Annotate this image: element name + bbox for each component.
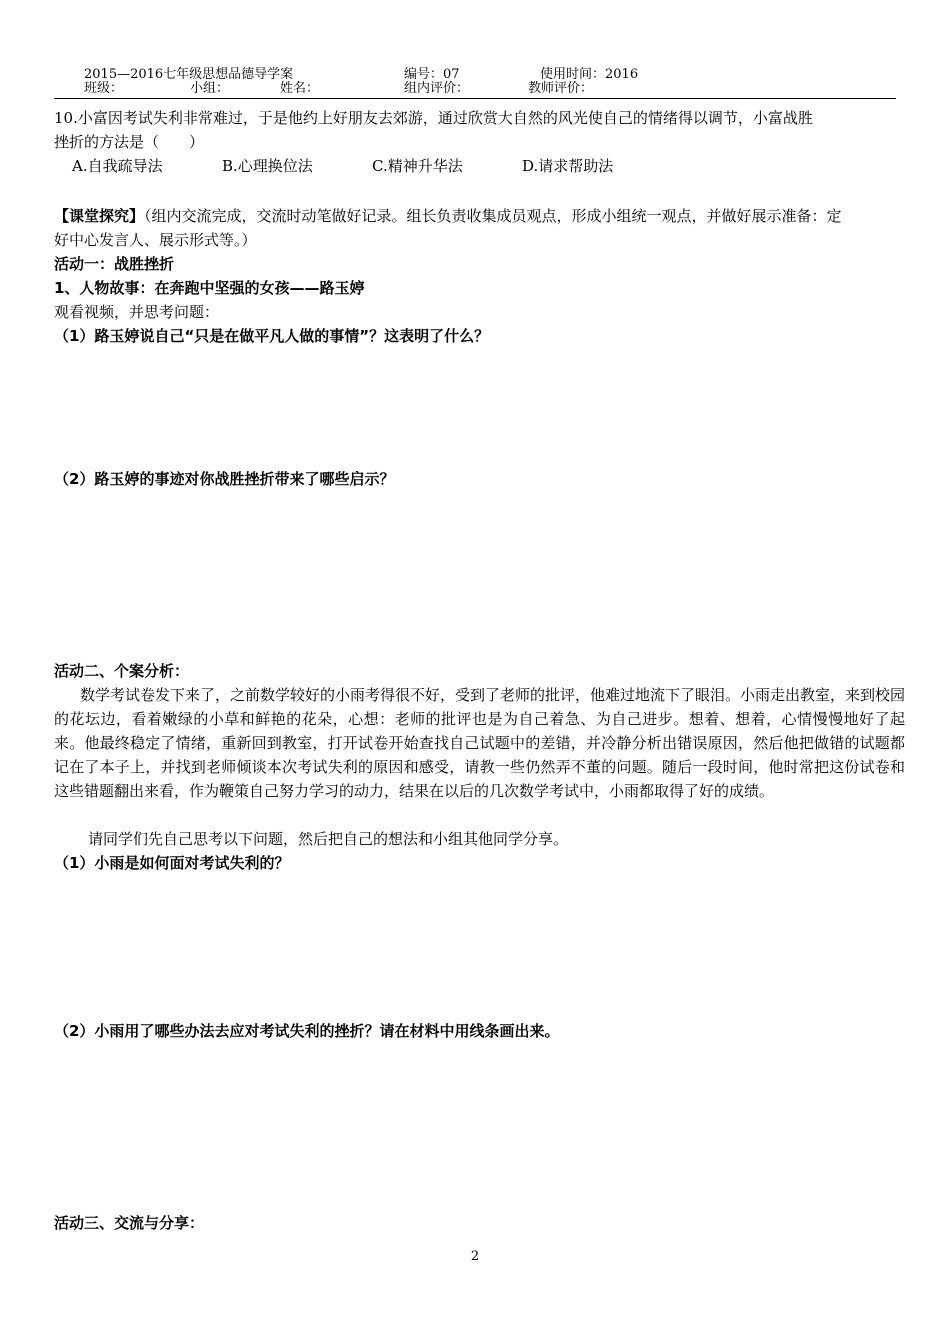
option-b: B.心理换位法 xyxy=(222,157,313,175)
header-number: 编号：07 xyxy=(404,67,460,82)
option-d: D.请求帮助法 xyxy=(522,157,614,175)
option-c: C.精神升华法 xyxy=(372,157,463,175)
header-use-time: 使用时间：2016 xyxy=(540,67,639,82)
explore-line1 xyxy=(54,204,904,228)
page-number: 2 xyxy=(470,1249,480,1264)
activity2-case-paragraph: 数学考试卷发下来了，之前数学较好的小雨考得很不好，受到了老师的批评，他难过地流下了眼泪。小雨走出教室，来到校园的花坛边，看着嫩绿的小草和鲜艳的花朵，心想：老师的批评也是为自己着急、为自己进步。想着、想着，心情慢慢地好了起来。他最终稳定了情绪，重新回到教室，打开试卷开始查找自己试题中的差错，并冷静分析出错误原因，然后他把做错的试题都记在了本子上，并找到老师倾谈本次考试失利的原因和感受，请教一些仍然弄不董的问题。随后一段时间，他时常把这份试卷和这些错题翻出来看，作为鞭策自己努力学习的动力，结果在以后的几次数学考试中，小雨都取得了好的成绩。 xyxy=(54,686,906,800)
header-teacher-eval: 教师评价： xyxy=(528,81,594,96)
header-group-label: 小组： xyxy=(190,81,230,96)
option-a: A.自我疏导法 xyxy=(72,157,163,175)
activity2-title: 活动二、个案分析： xyxy=(54,662,190,680)
header-title: 2015—2016七年级思想品德导学案 xyxy=(84,67,294,82)
activity1-question1: （1）路玉婷说自己“只是在做平凡人做的事情”？这表明了什么？ xyxy=(54,327,490,345)
header-class-label: 班级： xyxy=(84,81,124,96)
explore-title: 【课堂探究】 xyxy=(54,207,145,225)
activity1-question2: （2）路玉婷的事迹对你战胜挫折带来了哪些启示？ xyxy=(54,470,395,488)
explore-text2: 好中心发言人、展示形式等。） xyxy=(54,231,257,249)
activity2-question2: （2）小雨用了哪些办法去应对考试失利的挫折？请在材料中用线条画出来。 xyxy=(54,1022,560,1040)
question-10-line2: 挫折的方法是（ ） xyxy=(54,133,205,151)
activity2-instruction: 请同学们先自己思考以下问题，然后把自己的想法和小组其他同学分享。 xyxy=(88,830,569,848)
activity1-story: 1、人物故事：在奔跑中坚强的女孩——路玉婷 xyxy=(54,279,365,297)
activity1-watch: 观看视频，并思考问题： xyxy=(54,303,220,321)
header-name-label: 姓名： xyxy=(280,81,320,96)
explore-text1: （组内交流完成，交流时动笔做好记录。组长负责收集成员观点，形成小组统一观点，并做好展示准备：定 xyxy=(144,207,842,225)
activity3-title: 活动三、交流与分享： xyxy=(54,1214,205,1232)
activity1-title: 活动一：战胜挫折 xyxy=(54,255,175,273)
header-divider xyxy=(54,98,896,99)
question-10-line1: 10.小富因考试失利非常难过，于是他约上好朋友去郊游，通过欣赏大自然的风光使自己的情绪得以调节，小富战胜 xyxy=(54,109,813,127)
header-group-eval: 组内评价： xyxy=(404,81,470,96)
activity2-question1: （1）小雨是如何面对考试失利的？ xyxy=(54,854,290,872)
